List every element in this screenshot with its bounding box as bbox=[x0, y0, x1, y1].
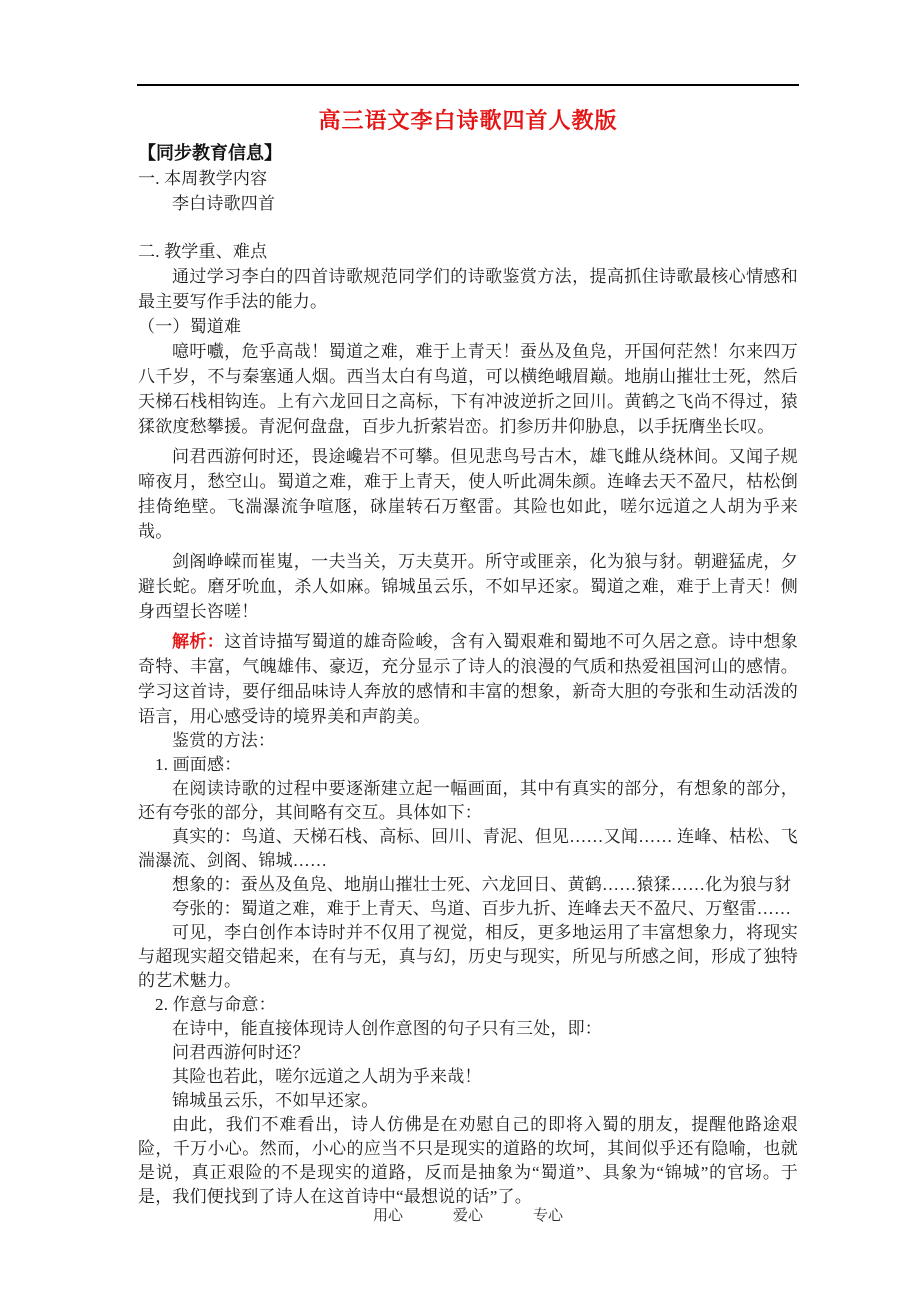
week-content: 李白诗歌四首 bbox=[172, 194, 276, 213]
quote-line-2: 其险也若此，嗟尔远道之人胡为乎来哉！ bbox=[172, 1067, 482, 1086]
quote-line-3: 锦城虽云乐，不如早还家。 bbox=[172, 1091, 379, 1110]
page-title: 高三语文李白诗歌四首人教版 bbox=[318, 108, 618, 133]
real-elements-line: 真实的：鸟道、天梯石栈、高标、回川、青泥、但见……又闻…… 连峰、枯松、飞湍瀑流、剑阁、锦城…… bbox=[138, 827, 798, 870]
analysis-label: 解析： bbox=[172, 632, 225, 651]
quote-line-1: 问君西游何时还？ bbox=[172, 1043, 310, 1062]
footer-word-1: 用心 bbox=[372, 1208, 403, 1224]
focus-heading: 二. 教学重、难点 bbox=[138, 242, 268, 261]
method-2-heading: 2. 作意与命意： bbox=[155, 995, 276, 1014]
sync-info-heading: 【同步教育信息】 bbox=[138, 143, 282, 163]
poem-stanza-3: 剑阁峥嵘而崔嵬，一夫当关，万夫莫开。所守或匪亲，化为狼与豺。朝避猛虎，夕避长蛇。磨牙吮血，杀人如麻。锦城虽云乐，不如早还家。蜀道之难，难于上青天！侧身西望长咨嗟！ bbox=[138, 552, 798, 621]
method-1-intro: 在阅读诗歌的过程中要逐渐建立起一幅画面，其中有真实的部分，有想象的部分，还有夸张的部分，其间略有交互。具体如下： bbox=[138, 779, 798, 822]
method-1-conclusion: 可见，李白创作本诗时并不仅用了视觉，相反，更多地运用了丰富想象力，将现实与超现实超交错起来，在有与无，真与幻，历史与现实，所见与所感之间，形成了独特的艺术魅力。 bbox=[138, 923, 798, 990]
poem-stanza-2: 问君西游何时还，畏途巉岩不可攀。但见悲鸟号古木，雄飞雌从绕林间。又闻子规啼夜月，愁空山。蜀道之难，难于上青天，使人听此凋朱颜。连峰去天不盈尺，枯松倒挂倚绝壁。飞湍瀑流争喧豗，砯崖转石万壑雷。其险也如此，嗟尔远道之人胡为乎来哉。 bbox=[138, 447, 798, 541]
appreciation-section bbox=[138, 729, 798, 1209]
method-1-heading: 1. 画面感： bbox=[155, 755, 242, 774]
footer-word-3: 专心 bbox=[533, 1208, 564, 1224]
footer-word-2: 爱心 bbox=[452, 1208, 483, 1224]
appreciation-heading: 鉴赏的方法： bbox=[172, 731, 276, 750]
method-2-conclusion: 由此，我们不难看出，诗人仿佛是在劝慰自己的即将入蜀的朋友，提醒他路途艰险，千万小心。然而，小心的应当不只是现实的道路的坎坷，其间似乎还有隐喻，也就是说，真正艰险的不是现实的道路，反而是抽象为“蜀道”、具象为“锦城”的官场。于是，我们便找到了诗人在这首诗中“最想说的话”了。 bbox=[138, 1115, 798, 1206]
document-body bbox=[138, 0, 798, 1209]
page-footer bbox=[138, 1205, 798, 1227]
analysis-text: 这首诗描写蜀道的雄奇险峻，含有入蜀艰难和蜀地不可久居之意。诗中想象奇特、丰富，气魄雄伟、豪迈，充分显示了诗人的浪漫的气质和热爱祖国河山的感情。学习这首诗，要仔细品味诗人奔放的感情和丰富的想象，新奇大胆的夸张和生动活泼的语言，用心感受诗的境界美和声韵美。 bbox=[138, 632, 798, 726]
week-heading: 一. 本周教学内容 bbox=[138, 169, 268, 188]
imagined-elements-line: 想象的：蚕丛及鱼凫、地崩山摧壮士死、六龙回日、黄鹤……猿猱……化为狼与豺 bbox=[172, 875, 792, 894]
exaggerated-elements-line: 夸张的：蜀道之难，难于上青天、鸟道、百步九折、连峰去天不盈尺、万壑雷…… bbox=[172, 899, 792, 918]
focus-intro: 通过学习李白的四首诗歌规范同学们的诗歌鉴赏方法，提高抓住诗歌最核心情感和最主要写作手法的能力。 bbox=[138, 267, 798, 311]
analysis-paragraph bbox=[138, 629, 798, 729]
method-2-intro: 在诗中，能直接体现诗人创作意图的句子只有三处，即： bbox=[172, 1019, 602, 1038]
poem-heading: （一）蜀道难 bbox=[138, 317, 242, 336]
poem-stanza-1: 噫吁嚱，危乎高哉！蜀道之难，难于上青天！蚕丛及鱼凫，开国何茫然！尔来四万八千岁，不与秦塞通人烟。西当太白有鸟道，可以横绝峨眉巅。地崩山摧壮士死，然后天梯石栈相钩连。上有六龙回日之高标，下有冲波逆折之回川。黄鹤之飞尚不得过，猿猱欲度愁攀援。青泥何盘盘，百步九折萦岩峦。扪参历井仰胁息，以手抚膺坐长叹。 bbox=[138, 342, 798, 436]
